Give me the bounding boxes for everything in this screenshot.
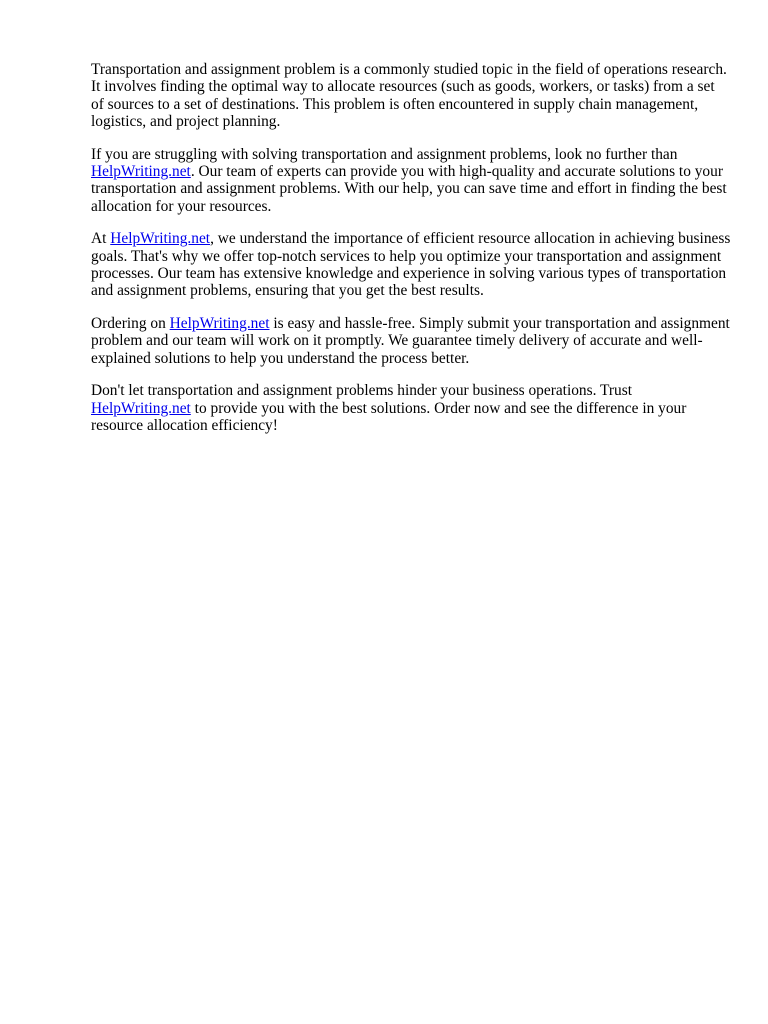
paragraph-closing (91, 382, 731, 434)
paragraph-text: . Our team of experts can provide you with high-quality and accurate solutions to your transportation and assignment problems. With our help, you can save time and effort in finding the best allocation for your resources. (91, 163, 727, 215)
helpwriting-link[interactable]: HelpWriting.net (91, 163, 191, 181)
paragraph-ordering (91, 315, 731, 367)
helpwriting-link[interactable]: HelpWriting.net (169, 314, 270, 332)
document-body (91, 61, 731, 449)
helpwriting-link[interactable]: HelpWriting.net (91, 399, 191, 417)
paragraph-text: Don't let transportation and assignment problems hinder your business operations. Trust (91, 382, 632, 400)
paragraph-text: is easy and hassle-free. Simply submit your transportation and assignment problem and our team will work on it promptly. We guarantee timely delivery of accurate and well-explained solutions to help you understand the process better. (91, 314, 730, 367)
paragraph-text: Ordering on (91, 314, 170, 332)
paragraph-text: to provide you with the best solutions. Order now and see the difference in your resource allocation efficiency! (91, 399, 687, 434)
paragraph-text: , we understand the importance of efficient resource allocation in achieving business goals. That's why we offer top-notch services to help you optimize your transportation and assignment processes. Our team has extensive knowledge and experience in solving various types of transportation and assignment problems, ensuring that you get the best results. (91, 230, 731, 300)
paragraph-text: If you are struggling with solving transportation and assignment problems, look no further than (91, 145, 678, 163)
paragraph-about (91, 230, 731, 300)
paragraph-text: At (91, 230, 111, 248)
paragraph-intro: Transportation and assignment problem is a commonly studied topic in the field of operations research. It involves finding the optimal way to allocate resources (such as goods, workers, or tasks) from a set of sources to a set of destinations. This problem is often encountered in supply chain management, logistics, and project planning. (91, 61, 727, 131)
paragraph-struggling (91, 146, 731, 216)
helpwriting-link[interactable]: HelpWriting.net (110, 230, 211, 248)
